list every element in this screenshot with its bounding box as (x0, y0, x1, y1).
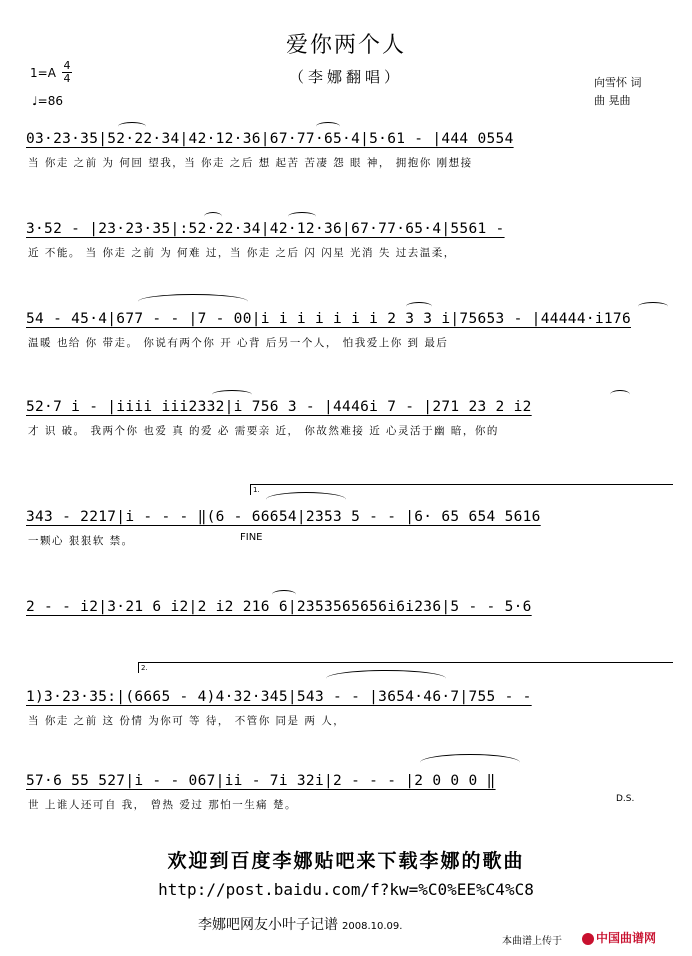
lyrics-line-5: 一颗心 狠狠软 禁。 (28, 535, 134, 547)
time-signature (62, 60, 72, 85)
lyrics-line-1: 当 你走 之前 为 何回 望我，当 你走 之后 想 起苦 苦凄 怨 眼 神， 拥抱你 刚想接 (28, 157, 473, 169)
song-title: 爱你两个人 (285, 33, 406, 58)
ds-marking: D.S. (616, 794, 635, 804)
notation-line-5: 343 - 2217|i - - - ‖(6 - 66654|2353 5 - - |6· 65 654 5616 (26, 509, 541, 525)
lyrics-line-2: 近 不能。 当 你走 之前 为 何难 过，当 你走 之后 闪 闪星 光消 失 过去温柔， (28, 247, 456, 259)
notation-line-6: 2 - - i2|3·21 6 i2|2 i2 216 6|2353565656i6i236|5 - - 5·6 (26, 599, 532, 615)
lyrics-line-8: 世 上谁人还可自 我， 曾热 爱过 那怕一生痛 楚。 (28, 799, 298, 811)
composer-credit: 曲 晃曲 (594, 94, 631, 107)
notation-line-8: 57·6 55 527|i - - 067|ii - 7i 32i|2 - - - |2 0 0 0 ‖ (26, 773, 496, 789)
notation-line-4: 52·7 i - |iiii iii2332|i 756 3 - |4446i 7 - |271 23 2 i2 (26, 399, 532, 415)
site-logo[interactable] (582, 929, 656, 946)
tempo-marking (32, 94, 63, 108)
notation-line-7: 1)3·23·35:|(6665 - 4)4·32·345|543 - - |3654·46·7|755 - - (26, 689, 532, 705)
tempo-value: =86 (37, 94, 63, 108)
site-logo-icon (582, 933, 594, 945)
lyrics-line-4: 才 识 破。 我两个你 也爱 真 的爱 必 需要亲 近， 你故然难接 近 心灵活于幽 暗，你的 (28, 425, 499, 437)
quarter-note-icon: ♩ (32, 94, 38, 108)
first-ending-bracket: 1. (250, 484, 673, 495)
notation-line-3: 54 - 45·4|677 - - |7 - 00|i i i i i i i 2 3 3 i|75653 - |44444·i176 (26, 311, 631, 327)
site-logo-text: 中国曲谱网 (596, 931, 657, 945)
transcription-date: 2008.10.09. (342, 921, 403, 932)
upload-note: 本曲谱上传于 (502, 936, 562, 947)
time-signature-bottom: 4 (63, 72, 71, 85)
time-signature-top: 4 (63, 59, 71, 72)
transcriber-credit (198, 914, 402, 934)
lyrics-line-3: 温暖 也给 你 带走。 你说有两个你 开 心背 后另一个人， 怕我爱上你 到 最后 (28, 337, 449, 349)
key-signature: 1=A (30, 66, 56, 80)
fine-marking: FINE (240, 532, 263, 543)
performer-note: （李娜翻唱） (288, 68, 403, 86)
transcriber-name: 李娜吧网友小叶子记谱 (198, 917, 338, 933)
tieba-link[interactable]: http://post.baidu.com/f?kw=%C0%EE%C4%C8 (158, 880, 534, 899)
download-invite: 欢迎到百度李娜贴吧来下载李娜的歌曲 (167, 850, 525, 872)
notation-line-2: 3·52 - |23·23·35|:52·22·34|42·12·36|67·77·65·4|5561 - (26, 221, 505, 237)
notation-line-1: 03·23·35|52·22·34|42·12·36|67·77·65·4|5·61 - |444 0554 (26, 131, 514, 147)
second-ending-bracket: 2. (138, 662, 673, 673)
lyricist-credit: 向雪怀 词 (594, 76, 642, 89)
lyrics-line-7: 当 你走 之前 这 份情 为你可 等 待， 不管你 同是 两 人， (28, 715, 346, 727)
